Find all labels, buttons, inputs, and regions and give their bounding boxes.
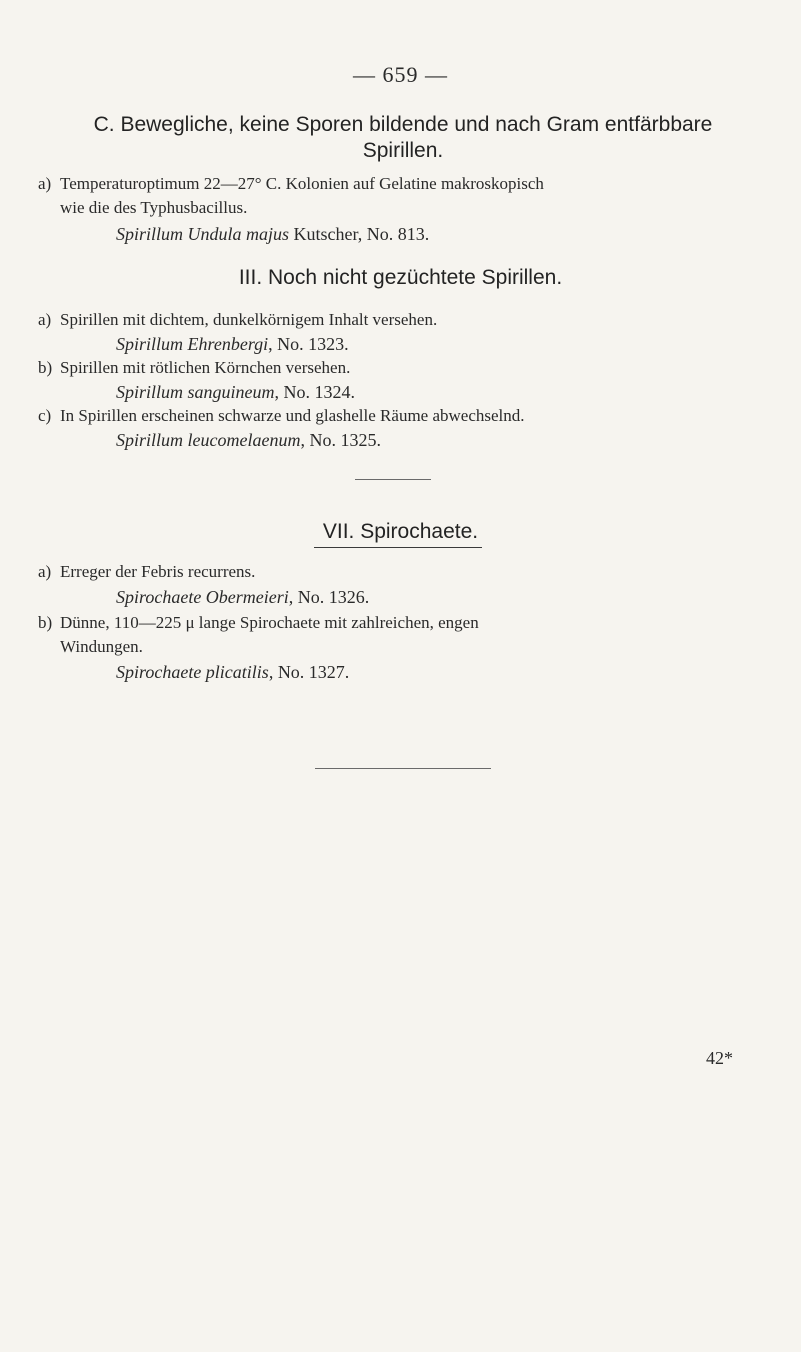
section-vii-heading: VII. Spirochaete. — [322, 520, 479, 543]
item-text: Spirillen mit dichtem, dunkelkörnigem Inhalt versehen. — [60, 310, 438, 329]
item-marker: a) — [38, 562, 52, 581]
section-c-heading-line2: Spirillen. — [362, 139, 444, 162]
section-vii-item-b — [38, 611, 768, 659]
signature-mark: 42* — [706, 1048, 733, 1068]
species-name: Spirillum sanguineum — [116, 382, 275, 402]
end-divider — [315, 768, 491, 769]
section-c-species — [116, 222, 429, 246]
species-name: Spirochaete plicatilis — [116, 662, 269, 682]
species-reference: , No. 1326. — [288, 587, 370, 607]
item-marker: a) — [38, 174, 52, 193]
section-iii-item-b — [38, 356, 768, 380]
section-iii-heading: III. Noch nicht gezüchtete Spirillen. — [238, 266, 563, 289]
item-marker: b) — [38, 358, 53, 377]
section-c-heading — [38, 112, 768, 164]
section-iii-item-a — [38, 308, 768, 332]
species-reference: , No. 1327. — [268, 662, 350, 682]
species-name: Spirochaete Obermeieri — [116, 587, 289, 607]
item-marker: a) — [38, 310, 52, 329]
item-text: Erreger der Febris recurrens. — [60, 562, 256, 581]
section-iii-species-c — [116, 428, 381, 452]
item-text: Temperaturoptimum 22—27° C. Kolonien auf Gelatine makroskopisch — [60, 174, 544, 193]
section-vii-item-a — [38, 560, 768, 584]
section-vii-heading-underline — [314, 547, 482, 548]
species-reference: , No. 1324. — [274, 382, 356, 402]
section-iii-species-b — [116, 380, 355, 404]
section-divider — [355, 479, 431, 480]
section-vii-species-a — [116, 585, 369, 609]
species-name: Spirillum leucomelaenum — [116, 430, 301, 450]
item-text: Dünne, 110—225 μ lange Spirochaete mit zahlreichen, engen — [60, 613, 479, 632]
item-marker: c) — [38, 406, 52, 425]
item-text: In Spirillen erscheinen schwarze und glashelle Räume abwechselnd. — [60, 406, 525, 425]
item-text-continued: wie die des Typhusbacillus. — [60, 198, 248, 217]
item-text-continued: Windungen. — [60, 637, 143, 656]
section-c-heading-line1: C. Bewegliche, keine Sporen bildende und nach Gram entfärbbare — [93, 113, 713, 136]
species-name: Spirillum Ehrenbergi — [116, 334, 269, 354]
section-c-item-a — [38, 172, 768, 220]
species-reference: , No. 1323. — [268, 334, 349, 354]
item-text: Spirillen mit rötlichen Körnchen versehen. — [60, 358, 351, 377]
section-iii-item-c — [38, 404, 768, 428]
species-name: Spirillum Undula majus — [116, 224, 290, 244]
species-reference: Kutscher, No. 813. — [289, 224, 430, 244]
section-vii-species-b — [116, 660, 349, 684]
species-reference: , No. 1325. — [300, 430, 381, 450]
section-iii-species-a — [116, 332, 349, 356]
item-marker: b) — [38, 613, 53, 632]
page-number: — 659 — — [353, 62, 448, 87]
